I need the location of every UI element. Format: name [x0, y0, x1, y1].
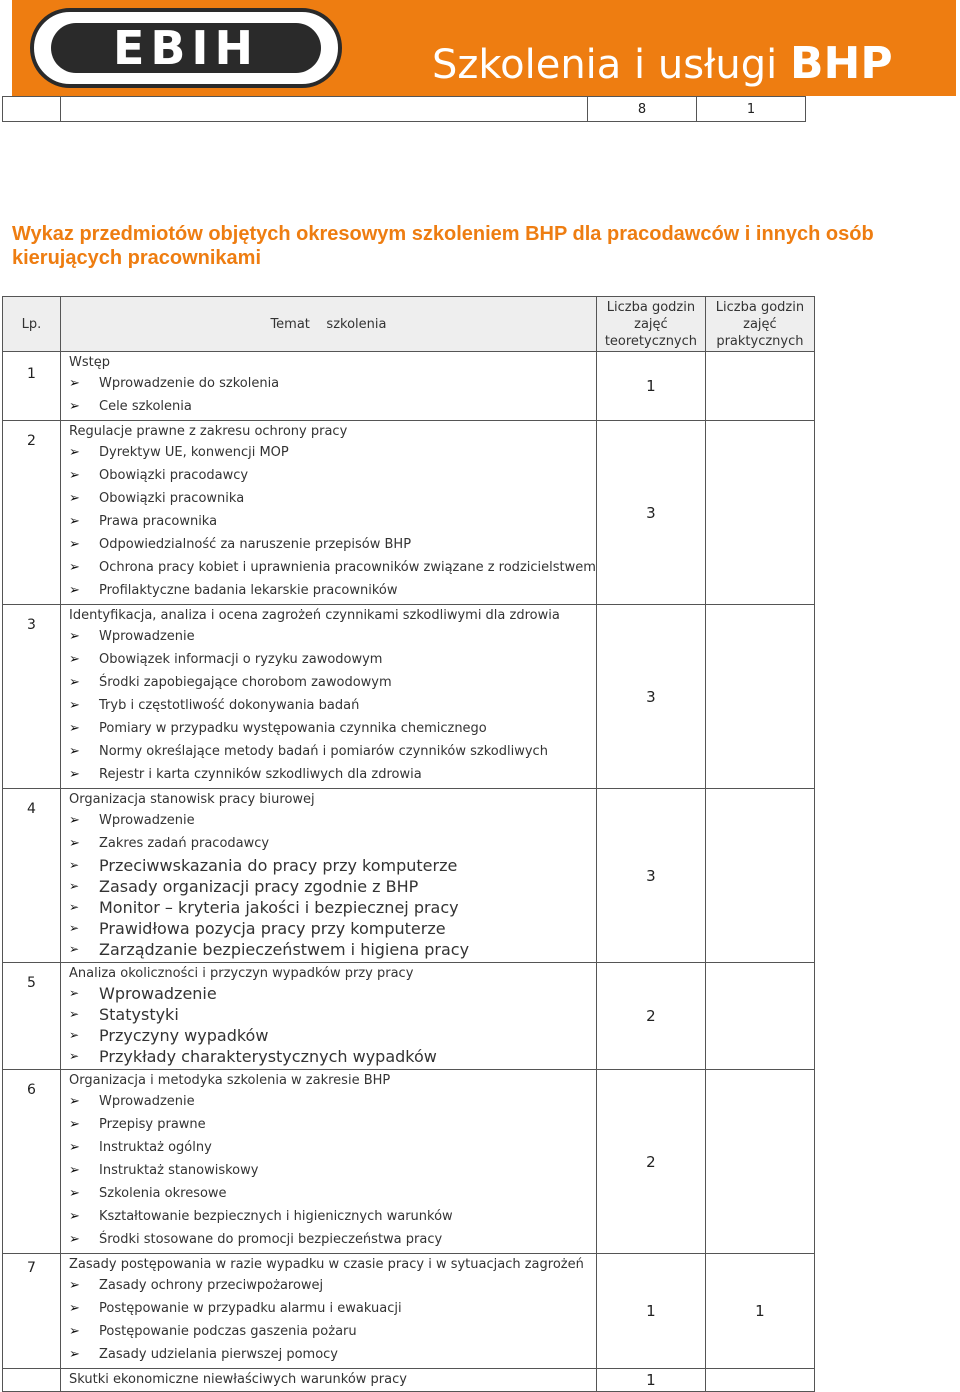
list-item — [69, 1025, 596, 1046]
list-item-text: Szkolenia okresowe — [99, 1186, 227, 1201]
list-item — [69, 1136, 596, 1159]
list-item — [69, 1274, 596, 1297]
arrow-bullet-icon: ➢ — [69, 652, 80, 667]
table-row — [3, 1369, 815, 1392]
row-heading: Zasady postępowania w razie wypadku w czasie pracy i w sytuacjach zagrożeń — [69, 1257, 584, 1272]
list-item — [69, 1113, 596, 1136]
list-item — [69, 648, 596, 671]
arrow-bullet-icon: ➢ — [69, 1278, 80, 1293]
list-item-text: Dyrektyw UE, konwencji MOP — [99, 445, 289, 460]
page-title: Wykaz przedmiotów objętych okresowym szkoleniem BHP dla pracodawców i innych osób kierujących pracownikami — [12, 223, 874, 269]
tagline-text: Szkolenia i usługi — [432, 42, 778, 88]
row-theory-hours: 1 — [596, 1369, 705, 1392]
arrow-bullet-icon: ➢ — [69, 721, 80, 736]
row-topic — [61, 789, 597, 963]
list-item-text: Wprowadzenie — [99, 1094, 195, 1109]
row-lp: 2 — [3, 421, 61, 605]
row-practice-hours — [705, 963, 814, 1070]
list-item — [69, 1090, 596, 1113]
list-item-text: Monitor – kryteria jakości i bezpiecznej pracy — [99, 898, 459, 917]
arrow-bullet-icon: ➢ — [69, 514, 80, 529]
arrow-bullet-icon: ➢ — [69, 921, 80, 935]
arrow-bullet-icon: ➢ — [69, 1324, 80, 1339]
list-item — [69, 832, 596, 855]
table-row — [3, 963, 815, 1070]
company-logo — [30, 8, 342, 88]
row-lp: 3 — [3, 605, 61, 789]
summary-row — [3, 97, 806, 122]
arrow-bullet-icon: ➢ — [69, 1209, 80, 1224]
row-heading: Organizacja i metodyka szkolenia w zakresie BHP — [69, 1073, 391, 1088]
list-item — [69, 464, 596, 487]
arrow-bullet-icon: ➢ — [69, 376, 80, 391]
list-item-text: Wprowadzenie do szkolenia — [99, 376, 280, 391]
list-item — [69, 395, 596, 418]
arrow-bullet-icon: ➢ — [69, 836, 80, 851]
arrow-bullet-icon: ➢ — [69, 942, 80, 956]
arrow-bullet-icon: ➢ — [69, 399, 80, 414]
arrow-bullet-icon: ➢ — [69, 1117, 80, 1132]
table-row — [3, 789, 815, 963]
row-practice-hours — [705, 1369, 814, 1392]
arrow-bullet-icon: ➢ — [69, 1347, 80, 1362]
row-lp — [3, 1369, 61, 1392]
row-heading: Analiza okoliczności i przyczyn wypadków przy pracy — [69, 966, 414, 981]
arrow-bullet-icon: ➢ — [69, 1028, 80, 1042]
summary-practice-cell: 1 — [697, 97, 806, 122]
list-item-text: Obowiązki pracodawcy — [99, 468, 249, 483]
list-item-text: Obowiązek informacji o ryzyku zawodowym — [99, 652, 383, 667]
header-practice: Liczba godzin zajęć praktycznych — [705, 297, 814, 352]
list-item-text: Prawidłowa pozycja pracy przy komputerze — [99, 919, 446, 938]
list-item — [69, 740, 596, 763]
table-row — [3, 605, 815, 789]
list-item — [69, 510, 596, 533]
row-theory-hours: 2 — [596, 963, 705, 1070]
course-table — [2, 296, 815, 1392]
row-topic — [61, 421, 597, 605]
row-heading: Regulacje prawne z zakresu ochrony pracy — [69, 424, 348, 439]
arrow-bullet-icon: ➢ — [69, 537, 80, 552]
arrow-bullet-icon: ➢ — [69, 744, 80, 759]
list-item-text: Zasady ochrony przeciwpożarowej — [99, 1278, 324, 1293]
tagline-bold: BHP — [789, 38, 893, 89]
arrow-bullet-icon: ➢ — [69, 813, 80, 828]
header-topic-label: Temat szkolenia — [270, 316, 387, 332]
list-item-text: Statystyki — [99, 1005, 179, 1024]
list-item-text: Zasady udzielania pierwszej pomocy — [99, 1347, 338, 1362]
list-item — [69, 1182, 596, 1205]
list-item-text: Prawa pracownika — [99, 514, 218, 529]
list-item-text: Kształtowanie bezpiecznych i higienicznych warunków — [99, 1209, 453, 1224]
list-item-text: Środki stosowane do promocji bezpieczeństwa pracy — [99, 1232, 443, 1247]
row-heading: Wstęp — [69, 355, 110, 370]
list-item-text: Tryb i częstotliwość dokonywania badań — [99, 698, 360, 713]
table-row — [3, 352, 815, 421]
row-theory-hours: 3 — [596, 789, 705, 963]
list-item — [69, 1159, 596, 1182]
row-practice-hours — [705, 605, 814, 789]
arrow-bullet-icon: ➢ — [69, 1186, 80, 1201]
header-banner — [12, 0, 956, 96]
list-item-text: Zarządzanie bezpieczeństwem i higiena pracy — [99, 940, 470, 959]
row-heading: Organizacja stanowisk pracy biurowej — [69, 792, 315, 807]
list-item — [69, 487, 596, 510]
list-item — [69, 918, 596, 939]
row-practice-hours: 1 — [705, 1254, 814, 1369]
arrow-bullet-icon: ➢ — [69, 858, 80, 872]
list-item-text: Wprowadzenie — [99, 629, 195, 644]
header-theory: Liczba godzin zajęć teoretycznych — [596, 297, 705, 352]
list-item-text: Pomiary w przypadku występowania czynnika chemicznego — [99, 721, 487, 736]
row-topic — [61, 352, 597, 421]
row-heading: Skutki ekonomiczne niewłaściwych warunków pracy — [69, 1372, 407, 1387]
arrow-bullet-icon: ➢ — [69, 1094, 80, 1109]
list-item-text: Obowiązki pracownika — [99, 491, 245, 506]
list-item — [69, 876, 596, 897]
list-item — [69, 763, 596, 786]
arrow-bullet-icon: ➢ — [69, 445, 80, 460]
list-item — [69, 983, 596, 1004]
table-body — [3, 352, 815, 1392]
row-lp: 1 — [3, 352, 61, 421]
row-lp: 5 — [3, 963, 61, 1070]
arrow-bullet-icon: ➢ — [69, 583, 80, 598]
row-lp: 4 — [3, 789, 61, 963]
header-topic — [61, 297, 597, 352]
table-header-row — [3, 297, 815, 352]
list-item — [69, 1343, 596, 1366]
logo-text: EBIH — [112, 21, 260, 75]
arrow-bullet-icon: ➢ — [69, 879, 80, 893]
header-lp: Lp. — [3, 297, 61, 352]
row-practice-hours — [705, 421, 814, 605]
row-topic — [61, 1369, 597, 1392]
summary-topic-cell — [61, 97, 588, 122]
list-item — [69, 533, 596, 556]
arrow-bullet-icon: ➢ — [69, 1232, 80, 1247]
row-topic — [61, 1254, 597, 1369]
summary-theory-cell: 8 — [588, 97, 697, 122]
arrow-bullet-icon: ➢ — [69, 767, 80, 782]
row-practice-hours — [705, 352, 814, 421]
arrow-bullet-icon: ➢ — [69, 675, 80, 690]
list-item — [69, 579, 596, 602]
row-topic — [61, 605, 597, 789]
list-item-text: Ochrona pracy kobiet i uprawnienia pracowników związane z rodzicielstwem — [99, 560, 596, 575]
arrow-bullet-icon: ➢ — [69, 1163, 80, 1178]
list-item-text: Przyczyny wypadków — [99, 1026, 269, 1045]
arrow-bullet-icon: ➢ — [69, 1049, 80, 1063]
list-item-text: Wprowadzenie — [99, 813, 195, 828]
list-item-text: Postępowanie w przypadku alarmu i ewakuacji — [99, 1301, 402, 1316]
list-item — [69, 556, 596, 579]
list-item — [69, 939, 596, 960]
list-item-text: Zakres zadań pracodawcy — [99, 836, 270, 851]
row-practice-hours — [705, 789, 814, 963]
list-item — [69, 1228, 596, 1251]
row-theory-hours: 3 — [596, 421, 705, 605]
list-item-text: Przeciwwskazania do pracy przy komputerze — [99, 856, 458, 875]
list-item-text: Normy określające metody badań i pomiarów czynników szkodliwych — [99, 744, 548, 759]
row-practice-hours — [705, 1070, 814, 1254]
list-item-text: Odpowiedzialność za naruszenie przepisów BHP — [99, 537, 412, 552]
list-item-text: Przepisy prawne — [99, 1117, 206, 1132]
list-item-text: Zasady organizacji pracy zgodnie z BHP — [99, 877, 419, 896]
list-item — [69, 625, 596, 648]
arrow-bullet-icon: ➢ — [69, 1007, 80, 1021]
list-item-text: Wprowadzenie — [99, 984, 217, 1003]
list-item — [69, 855, 596, 876]
list-item — [69, 897, 596, 918]
list-item-text: Instruktaż ogólny — [99, 1140, 212, 1155]
header-tagline — [432, 38, 893, 89]
summary-row-table — [2, 96, 806, 122]
arrow-bullet-icon: ➢ — [69, 1301, 80, 1316]
row-theory-hours: 1 — [596, 1254, 705, 1369]
list-item — [69, 717, 596, 740]
row-theory-hours: 3 — [596, 605, 705, 789]
list-item — [69, 1004, 596, 1025]
arrow-bullet-icon: ➢ — [69, 468, 80, 483]
row-theory-hours: 2 — [596, 1070, 705, 1254]
row-lp: 7 — [3, 1254, 61, 1369]
arrow-bullet-icon: ➢ — [69, 698, 80, 713]
arrow-bullet-icon: ➢ — [69, 900, 80, 914]
list-item — [69, 1320, 596, 1343]
list-item-text: Profilaktyczne badania lekarskie pracowników — [99, 583, 398, 598]
list-item — [69, 1205, 596, 1228]
row-heading: Identyfikacja, analiza i ocena zagrożeń czynnikami szkodliwymi dla zdrowia — [69, 608, 560, 623]
list-item-text: Instruktaż stanowiskowy — [99, 1163, 259, 1178]
list-item-text: Przykłady charakterystycznych wypadków — [99, 1047, 437, 1066]
list-item — [69, 1046, 596, 1067]
list-item — [69, 372, 596, 395]
row-lp: 6 — [3, 1070, 61, 1254]
list-item-text: Postępowanie podczas gaszenia pożaru — [99, 1324, 357, 1339]
arrow-bullet-icon: ➢ — [69, 560, 80, 575]
list-item — [69, 1297, 596, 1320]
arrow-bullet-icon: ➢ — [69, 1140, 80, 1155]
logo-badge — [51, 23, 321, 73]
list-item — [69, 694, 596, 717]
row-topic — [61, 1070, 597, 1254]
arrow-bullet-icon: ➢ — [69, 986, 80, 1000]
list-item — [69, 441, 596, 464]
list-item-text: Rejestr i karta czynników szkodliwych dla zdrowia — [99, 767, 422, 782]
arrow-bullet-icon: ➢ — [69, 629, 80, 644]
table-row — [3, 1070, 815, 1254]
table-row — [3, 1254, 815, 1369]
summary-lp-cell — [3, 97, 61, 122]
list-item — [69, 809, 596, 832]
list-item-text: Cele szkolenia — [99, 399, 192, 414]
table-row — [3, 421, 815, 605]
row-topic — [61, 963, 597, 1070]
list-item-text: Środki zapobiegające chorobom zawodowym — [99, 675, 392, 690]
list-item — [69, 671, 596, 694]
row-theory-hours: 1 — [596, 352, 705, 421]
arrow-bullet-icon: ➢ — [69, 491, 80, 506]
